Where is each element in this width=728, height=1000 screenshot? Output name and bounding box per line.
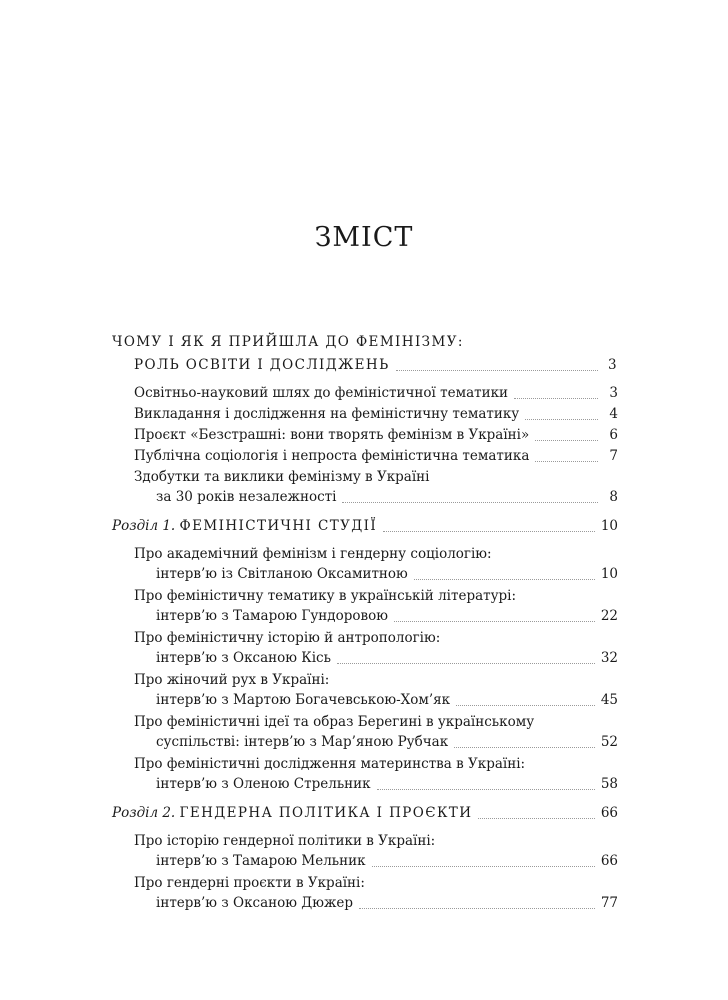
- leader-dots: [396, 369, 598, 371]
- leader-dots: [535, 439, 598, 441]
- leader-dots: [377, 788, 595, 790]
- entry-text: Про академічний фемінізм і гендерну соціологію:: [134, 546, 492, 562]
- entry-text: інтерв’ю з Оксаною Дюжер: [156, 895, 354, 911]
- leader-dots: [414, 578, 595, 580]
- leader-dots: [359, 907, 595, 909]
- page-number: 22: [600, 608, 618, 624]
- page-number: 10: [600, 518, 618, 534]
- leader-dots: [372, 865, 595, 867]
- toc-entry-line1[interactable]: [134, 546, 618, 566]
- toc-entry-line2[interactable]: [156, 895, 618, 915]
- entry-text: Здобутки та виклики фемінізму в Україні: [134, 469, 430, 485]
- entry-text: за 30 років незалежності: [156, 489, 337, 505]
- toc-entry-line2[interactable]: [156, 608, 618, 628]
- entry-text: Про жіночий рух в Україні:: [134, 672, 330, 688]
- section2-title: ГЕНДЕРНА ПОЛІТИКА І ПРОЄКТИ: [179, 805, 473, 821]
- entry-text: інтерв’ю з Мартою Богачевською-Хом’як: [156, 692, 451, 708]
- entry-text: Про феміністичні дослідження материнства в Україні:: [134, 756, 526, 772]
- entry-text: Проєкт «Безстрашні: вони творять фемінізм в Україні»: [134, 427, 530, 443]
- toc-entry-line1[interactable]: [134, 588, 618, 608]
- toc-entry-line2[interactable]: [156, 489, 618, 509]
- toc-entry-line2[interactable]: [156, 853, 618, 873]
- leader-dots: [454, 746, 595, 748]
- leader-dots: [394, 620, 595, 622]
- toc-entry-line1[interactable]: [134, 756, 618, 776]
- entry-text: інтерв’ю з Оленою Стрельник: [156, 776, 371, 792]
- page-number: 58: [600, 776, 618, 792]
- page-number: 3: [608, 357, 618, 373]
- toc-entry-line1[interactable]: [134, 630, 618, 650]
- leader-dots: [478, 817, 594, 819]
- page-number: 8: [609, 489, 618, 505]
- leader-dots: [337, 662, 595, 664]
- entry-text: Про феміністичні ідеї та образ Берегині в українському: [134, 714, 535, 730]
- page-number: 6: [609, 427, 618, 443]
- page-number: 66: [600, 805, 618, 821]
- entry-text: інтерв’ю із Світланою Оксамитною: [156, 566, 408, 582]
- page-number: 45: [600, 692, 618, 708]
- intro-heading-line1[interactable]: [112, 334, 618, 354]
- page-number: 32: [600, 650, 618, 666]
- entry-text: Про історію гендерної політики в Україні:: [134, 833, 436, 849]
- leader-dots: [383, 530, 595, 532]
- leader-dots: [525, 418, 598, 420]
- toc-entry-line1[interactable]: [134, 875, 618, 895]
- entry-text: Про гендерні проєкти в Україні:: [134, 875, 365, 891]
- section2-label: Розділ 2.: [112, 805, 176, 821]
- toc-entry-line2[interactable]: [156, 776, 618, 796]
- entry-text: Про феміністичну тематику в українській літературі:: [134, 588, 517, 604]
- leader-dots: [535, 460, 598, 462]
- leader-dots: [342, 501, 598, 503]
- intro-heading-text2: РОЛЬ ОСВІТИ І ДОСЛІДЖЕНЬ: [134, 357, 390, 373]
- toc-entry[interactable]: [134, 406, 618, 426]
- intro-heading-text1: ЧОМУ І ЯК Я ПРИЙШЛА ДО ФЕМІНІЗМУ:: [112, 334, 464, 350]
- toc-entry-line2[interactable]: [156, 692, 618, 712]
- toc-entry-line1[interactable]: [134, 672, 618, 692]
- page-number: 4: [609, 406, 618, 422]
- toc-entry-line2[interactable]: [156, 566, 618, 586]
- entry-text: інтерв’ю з Тамарою Гундоровою: [156, 608, 388, 624]
- section1-title: ФЕМІНІСТИЧНІ СТУДІЇ: [179, 518, 378, 534]
- entry-text: інтерв’ю з Оксаною Кісь: [156, 650, 331, 666]
- intro-heading-line2[interactable]: [134, 357, 618, 377]
- page-number: 10: [600, 566, 618, 582]
- entry-text: Викладання і дослідження на феміністичну тематику: [134, 406, 520, 422]
- entry-text: інтерв’ю з Тамарою Мельник: [156, 853, 366, 869]
- leader-dots: [514, 397, 598, 399]
- page-number: 66: [600, 853, 618, 869]
- toc-entry[interactable]: [134, 427, 618, 447]
- page-number: 3: [609, 385, 618, 401]
- entry-text: суспільстві: інтерв’ю з Мар’яною Рубчак: [156, 734, 449, 750]
- page-number: 52: [600, 734, 618, 750]
- toc-entry-line1[interactable]: [134, 469, 618, 489]
- toc-entry[interactable]: [134, 385, 618, 405]
- entry-text: Публічна соціологія і непроста феміністична тематика: [134, 448, 530, 464]
- section1-heading[interactable]: [112, 518, 618, 538]
- toc-entry-line2[interactable]: [156, 650, 618, 670]
- entry-text: Освітньо-науковий шлях до феміністичної тематики: [134, 385, 509, 401]
- leader-dots: [456, 704, 595, 706]
- section1-label: Розділ 1.: [112, 518, 176, 534]
- toc-entry[interactable]: [134, 448, 618, 468]
- section2-heading[interactable]: [112, 805, 618, 825]
- page-number: 77: [600, 895, 618, 911]
- page-title: ЗМІСТ: [314, 222, 414, 253]
- toc-entry-line1[interactable]: [134, 833, 618, 853]
- entry-text: Про феміністичну історію й антропологію:: [134, 630, 441, 646]
- toc-entry-line2[interactable]: [156, 734, 618, 754]
- toc-entry-line1[interactable]: [134, 714, 618, 734]
- page-number: 7: [609, 448, 618, 464]
